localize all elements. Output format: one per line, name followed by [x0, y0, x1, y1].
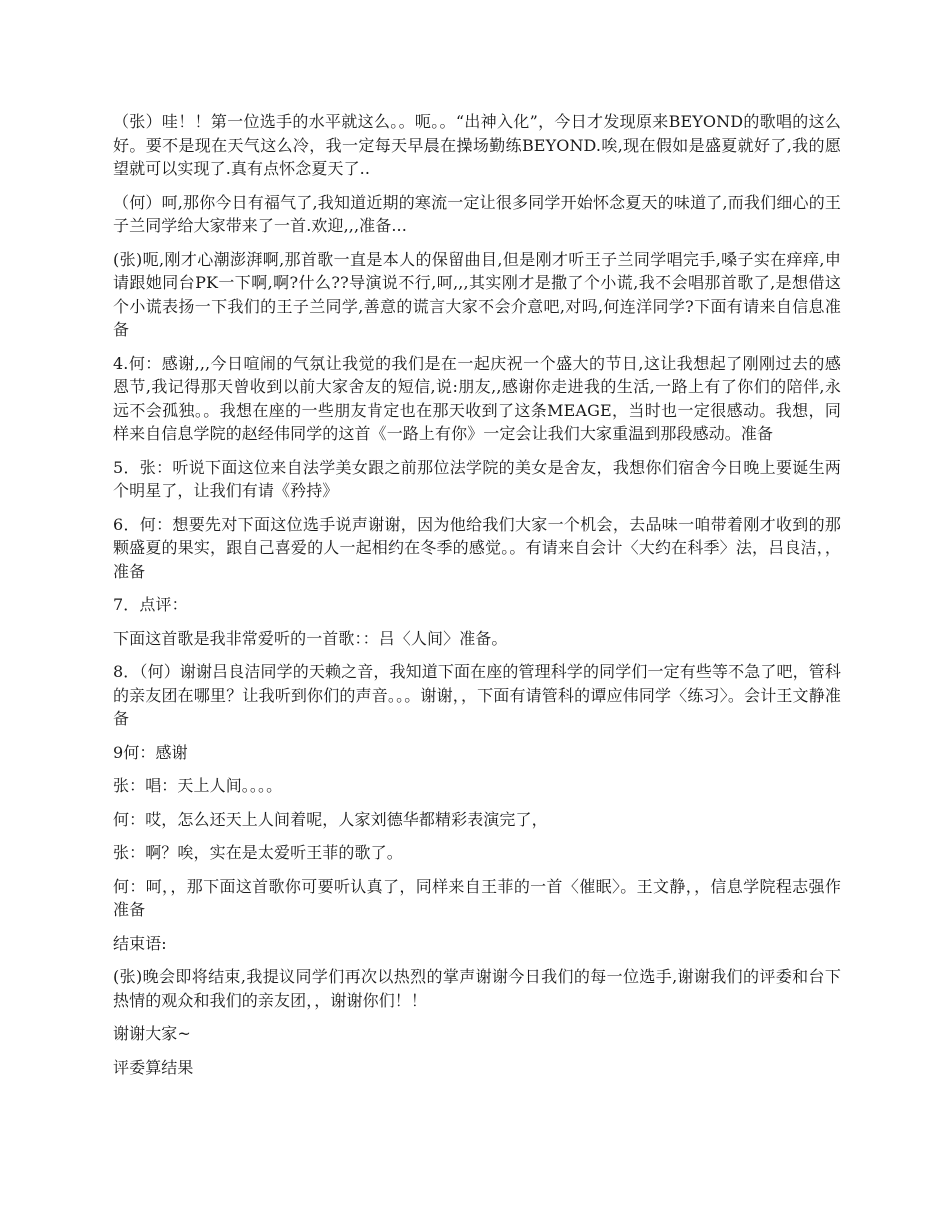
paragraph-zhang-sing: 张：唱：天上人间。。。。	[113, 776, 283, 795]
paragraph-item-7: 7．点评：	[113, 595, 188, 614]
paragraph-he-hypnosis: 何：呵，，那下面这首歌你可要听认真了，同样来自王菲的一首〈催眠〉。王文静，，信息学院程志强作准备	[113, 876, 841, 919]
paragraph-he-sigh: 何：哎，怎么还天上人间着呢，人家刘德华都精彩表演完了，	[113, 809, 548, 829]
paragraph-item-9: 9何：感谢	[113, 742, 188, 762]
paragraph-item-4: 4.何：感谢,,,今日喧闹的气氛让我觉的我们是在一起庆祝一个盛大的节日,这让我想起了刚刚过去的感恩节,我记得那天曾收到以前大家舍友的短信,说:朋友,,感谢你走进我的生活,一路上有了你们的陪伴,永远不会孤独。。我想在座的一些朋友肯定也在那天收到了这条MEAGE，当时也一定很感动。我想，同样来自信息学院的赵经伟同学的这首《一路上有你》一定会让我们大家重温到那段感动。准备	[113, 353, 841, 443]
paragraph-item-5: 5．张：听说下面这位来自法学美女跟之前那位法学院的美女是舍友，我想你们宿舍今日晚上要诞生两个明星了，让我们有请《矜持》	[113, 457, 841, 500]
paragraph-closing-speech: (张)晚会即将结束,我提议同学们再次以热烈的掌声谢谢今日我们的每一位选手,谢谢我们的评委和台下热情的观众和我们的亲友团，，谢谢你们！！	[113, 967, 841, 1010]
paragraph-item-6: 6．何：想要先对下面这位选手说声谢谢，因为他给我们大家一个机会，去品味一咱带着刚才收到的那颗盛夏的果实，跟自己喜爱的人一起相约在冬季的感觉。。有请来自会计〈大约在科季〉法，吕良洁，，准备	[113, 514, 841, 581]
document-body	[113, 110, 841, 1089]
paragraph-closing-heading: 结束语:	[113, 933, 167, 953]
paragraph-zhang-opening: （张）哇！！第一位选手的水平就这么。。呃。。“出神入化”，今日才发现原来BEYOND的歌唱的这么好。要不是现在天气这么冷，我一定每天早晨在操场勤练BEYOND.唉,现在假如是盛夏就好了,我的愿望就可以实现了.真有点怀念夏天了..	[113, 112, 841, 178]
paragraph-zhang-pk: (张)呃,刚才心潮澎湃啊,那首歌一直是本人的保留曲目,但是刚才听王子兰同学唱完手,嗓子实在痒痒,申请跟她同台PK一下啊,啊?什么??导演说不行,呵,,,其实刚才是撒了个小谎,我不会唱那首歌了,是想借这个小谎表扬一下我们的王子兰同学,善意的谎言大家不会介意吧,对吗,何连洋同学?下面有请来自信息准备	[113, 249, 841, 339]
paragraph-item-8: 8．（何）谢谢吕良洁同学的天赖之音，我知道下面在座的管理科学的同学们一定有些等不急了吧，管科的亲友团在哪里？让我听到你们的声音。。。谢谢，，下面有请管科的谭应伟同学〈练习〉。会计王文静准备	[113, 662, 841, 728]
paragraph-next-song: 下面这首歌是我非常爱听的一首歌：：吕〈人间〉准备。	[113, 628, 508, 648]
paragraph-zhang-faye: 张：啊？唉，实在是太爱听王菲的歌了。	[113, 843, 403, 862]
paragraph-judges-result: 评委算结果	[113, 1057, 194, 1077]
paragraph-he-welcome: （何）呵,那你今日有福气了,我知道近期的寒流一定让很多同学开始怀念夏天的味道了,而我们细心的王子兰同学给大家带来了一首.欢迎,,,准备...	[113, 192, 841, 235]
paragraph-thanks: 谢谢大家~	[113, 1024, 191, 1043]
